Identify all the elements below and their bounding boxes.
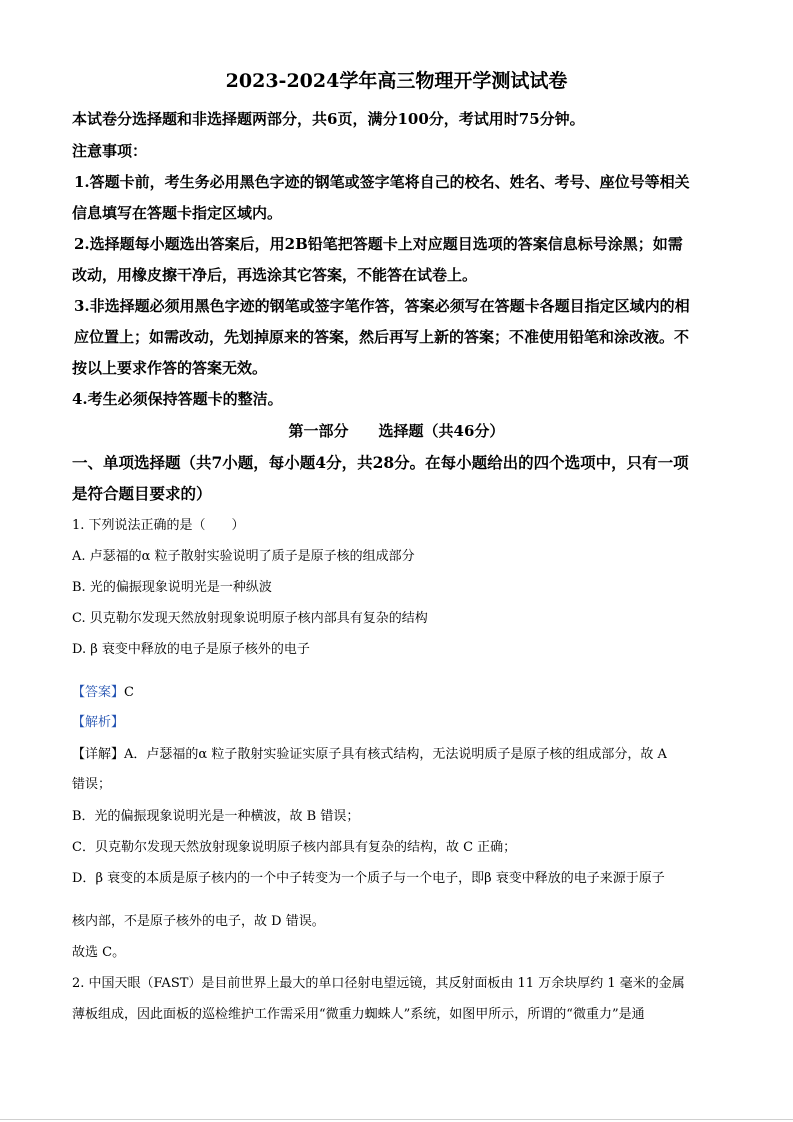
alpha-symbol: α bbox=[198, 747, 208, 762]
note-line: 信息填写在答题卡指定区域内。 bbox=[72, 204, 283, 222]
note-line: 2.选择题每小题选出答案后，用2B铅笔把答题卡上对应题目选项的答案信息标号涂黑；如需 bbox=[74, 235, 683, 253]
question-2-line: 薄板组成，因此面板的巡检维护工作需采用“微重力蜘蛛人”系统，如图甲所示，所谓的“微重力”是通 bbox=[72, 1007, 645, 1022]
question-1-option-c: C. 贝克勒尔发现天然放射现象说明原子核内部具有复杂的结构 bbox=[72, 611, 428, 626]
detail-label: 【详解】 bbox=[72, 747, 125, 762]
question-1-option-d: D. β 衰变中释放的电子是原子核外的电子 bbox=[72, 642, 310, 657]
part-heading: 第一部分 选择题（共46分） bbox=[288, 422, 505, 440]
section-heading: 是符合题目要求的） bbox=[72, 484, 212, 503]
intro-text: 本试卷分选择题和非选择题两部分，共6页，满分100分，考试用时75分钟。 bbox=[72, 110, 585, 128]
section-heading: 一、单项选择题（共7小题，每小题4分，共28分。在每小题给出的四个选项中，只有一项 bbox=[72, 453, 689, 472]
detail-line: B．光的偏振现象说明光是一种横波，故 B 错误； bbox=[72, 809, 360, 824]
note-line: 应位置上；如需改动，先划掉原来的答案，然后再写上新的答案；不准使用铅笔和涂改液。不 bbox=[74, 328, 690, 346]
page-bottom-rule bbox=[0, 1119, 793, 1120]
notes-heading: 注意事项： bbox=[72, 142, 148, 160]
detail-line: D．β 衰变的本质是原子核内的一个中子转变为一个质子与一个电子，即β 衰变中释放的电子来源于原子 bbox=[72, 871, 665, 886]
note-line: 改动，用橡皮擦干净后，再选涂其它答案，不能答在试卷上。 bbox=[72, 266, 478, 284]
beta-symbol: β bbox=[484, 871, 492, 886]
question-1-option-b: B. 光的偏振现象说明光是一种纵波 bbox=[72, 580, 272, 595]
analysis-label: 【解析】 bbox=[72, 715, 125, 730]
question-1-option-a: A. 卢瑟福的α 粒子散射实验说明了质子是原子核的组成部分 bbox=[72, 549, 415, 564]
note-line: 按以上要求作答的答案无效。 bbox=[72, 359, 268, 377]
answer-line bbox=[72, 681, 134, 700]
note-line: 3.非选择题必须用黑色字迹的钢笔或签字笔作答，答案必须写在答题卡各题目指定区域内的相 bbox=[74, 297, 690, 315]
beta-symbol: β bbox=[95, 871, 103, 886]
detail-line: 【详解】A．卢瑟福的α 粒子散射实验证实原子具有核式结构，无法说明质子是原子核的组成部分，故 A bbox=[72, 747, 667, 762]
detail-conclusion: 故选 C。 bbox=[72, 945, 126, 960]
detail-line: 核内部，不是原子核外的电子，故 D 错误。 bbox=[72, 914, 325, 929]
note-line: 4.考生必须保持答题卡的整洁。 bbox=[72, 390, 283, 408]
page-title: 2023-2024学年高三物理开学测试试卷 bbox=[225, 70, 568, 92]
beta-symbol: β bbox=[90, 642, 98, 657]
detail-line: C．贝克勒尔发现天然放射现象说明原子核内部具有复杂的结构，故 C 正确； bbox=[72, 840, 517, 855]
question-2-line: 2. 中国天眼（FAST）是目前世界上最大的单口径射电望远镜，其反射面板由 11 万余块厚约 1 毫米的金属 bbox=[72, 976, 685, 991]
question-1-stem: 1. 下列说法正确的是（ ） bbox=[72, 518, 245, 533]
note-line: 1.答题卡前，考生务必用黑色字迹的钢笔或签字笔将自己的校名、姓名、考号、座位号等相关 bbox=[74, 173, 690, 191]
detail-line: 错误； bbox=[72, 777, 112, 792]
alpha-symbol: α bbox=[141, 549, 151, 564]
answer-value: C bbox=[124, 685, 134, 700]
answer-label: 【答案】 bbox=[72, 685, 125, 700]
